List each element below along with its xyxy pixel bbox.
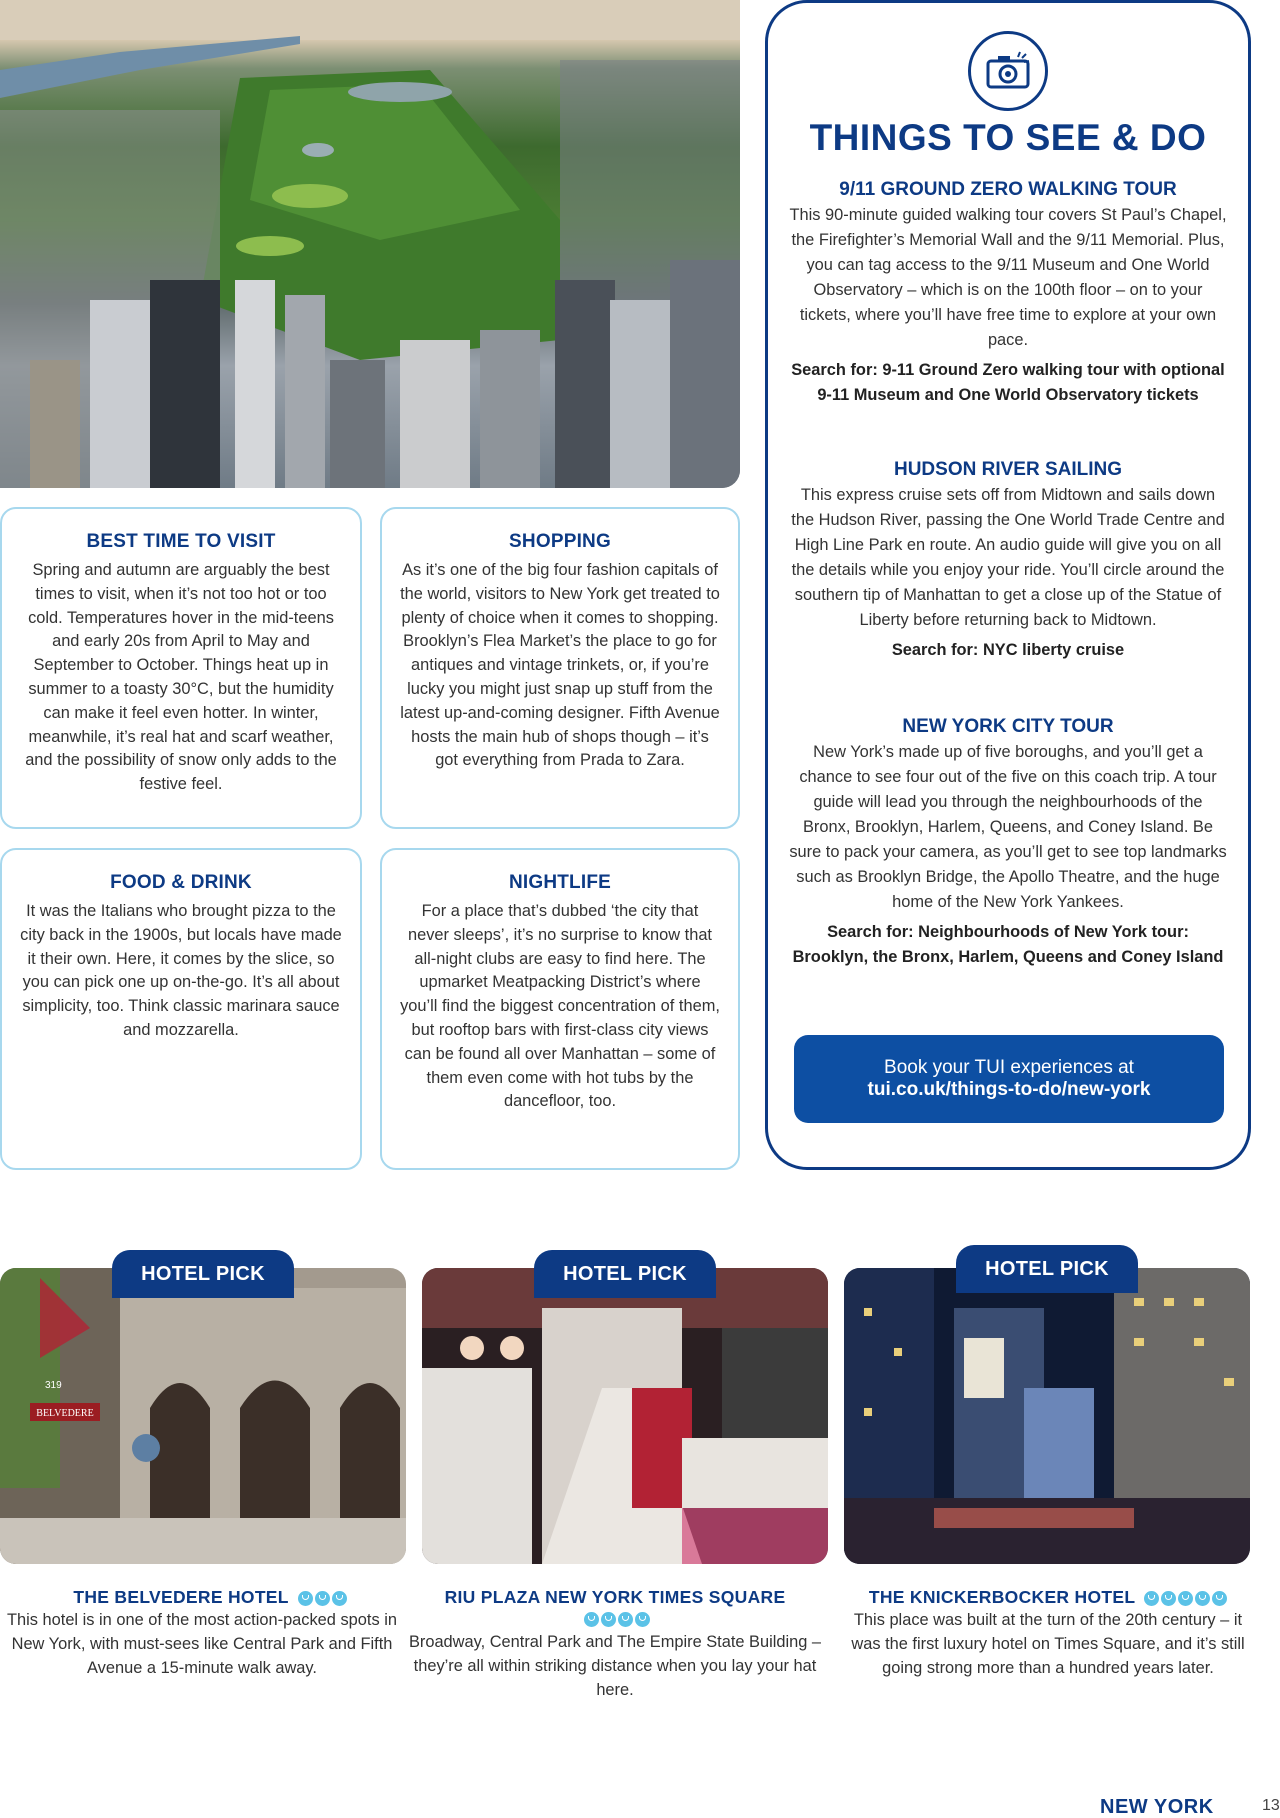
knickerbocker-name bbox=[838, 1587, 1258, 1608]
activity-city-tour bbox=[788, 716, 1228, 970]
hotel-pick-badge: HOTEL PICK bbox=[112, 1250, 294, 1298]
shopping-box bbox=[380, 507, 740, 829]
footer-section-label: NEW YORK bbox=[1100, 1796, 1214, 1818]
best-time-title: BEST TIME TO VISIT bbox=[86, 531, 276, 552]
rating-icons bbox=[584, 1612, 650, 1627]
camera-icon bbox=[968, 31, 1048, 111]
rating-icon bbox=[1212, 1591, 1227, 1606]
activity-ground-zero bbox=[788, 179, 1228, 408]
activity-search: Search for: NYC liberty cruise bbox=[891, 641, 1125, 659]
rating-icon bbox=[584, 1612, 599, 1627]
central-park-photo bbox=[0, 0, 740, 488]
rating-icons bbox=[298, 1591, 347, 1606]
best-time-box bbox=[0, 507, 362, 829]
rating-icon bbox=[1144, 1591, 1159, 1606]
hotel-name-text: RIU PLAZA NEW YORK TIMES SQUARE bbox=[444, 1587, 786, 1607]
rating-icon bbox=[1161, 1591, 1176, 1606]
knickerbocker-desc: This place was built at the turn of the 20th century – it was the first luxury hotel on Times Square, and it’s still going strong more than a hundred years later. bbox=[851, 1611, 1245, 1677]
page-number: 13 bbox=[1262, 1797, 1280, 1814]
rating-icon bbox=[332, 1591, 347, 1606]
shopping-text: As it’s one of the big four fashion capitals of the world, visitors to New York get treated to plenty of choice when it comes to shopping. Brooklyn’s Flea Market’s the place to go for antiques and vintage trinkets, or, if you’re lucky you might just snap up stuff from the latest up-and-coming designer. Fifth Avenue hosts the main hub of shops though – it’s got everything from Prada to Zara. bbox=[400, 561, 720, 770]
activity-search: Search for: 9-11 Ground Zero walking tour with optional 9-11 Museum and One World Observatory tickets bbox=[791, 361, 1225, 404]
food-text: It was the Italians who brought pizza to the city back in the 1900s, but locals have made it their own. Here, it comes by the slice, so you can pick one up on-the-go. It’s all about simplicity, too. Think classic marinara sauce and mozzarella. bbox=[20, 902, 342, 1039]
belvedere-hotel-name bbox=[0, 1587, 420, 1608]
activity-text: This 90-minute guided walking tour covers St Paul’s Chapel, the Firefighter’s Memorial Wall and the 9/11 Memorial. Plus, you can tag access to the 9/11 Museum and One World Observatory – which is on the 100th floor – on to your tickets, where you’ll have free time to explore at your own pace. bbox=[789, 206, 1227, 349]
activity-search: Search for: Neighbourhoods of New York tour: Brooklyn, the Bronx, Harlem, Queens and Coney Island bbox=[792, 923, 1224, 966]
hotel-name-text: THE KNICKERBOCKER HOTEL bbox=[868, 1587, 1135, 1607]
things-to-see-panel bbox=[765, 0, 1251, 1170]
belvedere-hotel-photo bbox=[0, 1268, 406, 1564]
shopping-title: SHOPPING bbox=[509, 531, 611, 552]
book-line-1: Book your TUI experiences at bbox=[884, 1057, 1134, 1078]
rating-icon bbox=[618, 1612, 633, 1627]
rating-icon bbox=[601, 1612, 616, 1627]
rating-icon bbox=[635, 1612, 650, 1627]
rating-icons bbox=[1144, 1591, 1227, 1606]
hotel-pick-badge: HOTEL PICK bbox=[956, 1245, 1138, 1293]
riu-plaza-photo bbox=[422, 1268, 828, 1564]
knickerbocker-photo bbox=[844, 1268, 1250, 1564]
belvedere-sign-number: 319 bbox=[45, 1380, 62, 1391]
activity-title: NEW YORK CITY TOUR bbox=[902, 716, 1114, 737]
best-time-text: Spring and autumn are arguably the best times to visit, when it’s not too hot or too cold. Temperatures hover in the mid-teens and early 20s from April to May and September to October. Things heat up in summer to a toasty 30°C, but the humidity can make it feel even hotter. In winter, meanwhile, it’s real hat and scarf weather, and the possibility of snow only adds to the festive feel. bbox=[25, 561, 337, 794]
riu-plaza-name bbox=[405, 1587, 825, 1629]
nightlife-title: NIGHTLIFE bbox=[508, 872, 612, 893]
food-title: FOOD & DRINK bbox=[110, 872, 252, 893]
activity-title: 9/11 GROUND ZERO WALKING TOUR bbox=[839, 179, 1177, 200]
book-link[interactable]: tui.co.uk/things-to-do/new-york bbox=[867, 1079, 1151, 1100]
nightlife-text: For a place that’s dubbed ‘the city that never sleeps’, it’s no surprise to know that all-night clubs are easy to find here. The upmarket Meatpacking District’s where you’ll find the biggest concentration of them, but rooftop bars with first-class city views can be found all over Manhattan – some of them even come with hot tubs by the dancefloor, too. bbox=[400, 902, 720, 1111]
activity-text: This express cruise sets off from Midtown and sails down the Hudson River, passing the One World Trade Centre and High Line Park en route. An audio guide will give you on all the details while you enjoy your ride. You’ll circle around the southern tip of Manhattan to get a close up of the Statue of Liberty before returning back to Midtown. bbox=[791, 486, 1225, 629]
rating-icon bbox=[1195, 1591, 1210, 1606]
nightlife-box bbox=[380, 848, 740, 1170]
activity-title: HUDSON RIVER SAILING bbox=[893, 459, 1123, 480]
hotel-name-text: THE BELVEDERE HOTEL bbox=[73, 1587, 289, 1607]
food-box bbox=[0, 848, 362, 1170]
things-title: THINGS TO SEE & DO bbox=[809, 117, 1207, 158]
activity-hudson bbox=[788, 459, 1228, 663]
rating-icon bbox=[1178, 1591, 1193, 1606]
hotel-pick-badge: HOTEL PICK bbox=[534, 1250, 716, 1298]
riu-plaza-desc: Broadway, Central Park and The Empire State Building – they’re all within striking distance when you lay your hat here. bbox=[408, 1633, 822, 1699]
rating-icon bbox=[315, 1591, 330, 1606]
activity-text: New York’s made up of five boroughs, and you’ll get a chance to see four out of the five on this coach trip. A tour guide will lead you through the neighbourhoods of the Bronx, Brooklyn, Harlem, Queens, and Coney Island. Be sure to pack your camera, as you’ll get to see top landmarks such as Brooklyn Bridge, the Apollo Theatre, and the huge home of the New York Yankees. bbox=[789, 743, 1227, 911]
belvedere-hotel-desc: This hotel is in one of the most action-packed spots in New York, with must-sees like Central Park and Fifth Avenue a 15-minute walk away. bbox=[7, 1611, 397, 1677]
book-experiences-button[interactable] bbox=[794, 1035, 1224, 1123]
rating-icon bbox=[298, 1591, 313, 1606]
belvedere-sign-text: BELVEDERE bbox=[36, 1408, 94, 1419]
